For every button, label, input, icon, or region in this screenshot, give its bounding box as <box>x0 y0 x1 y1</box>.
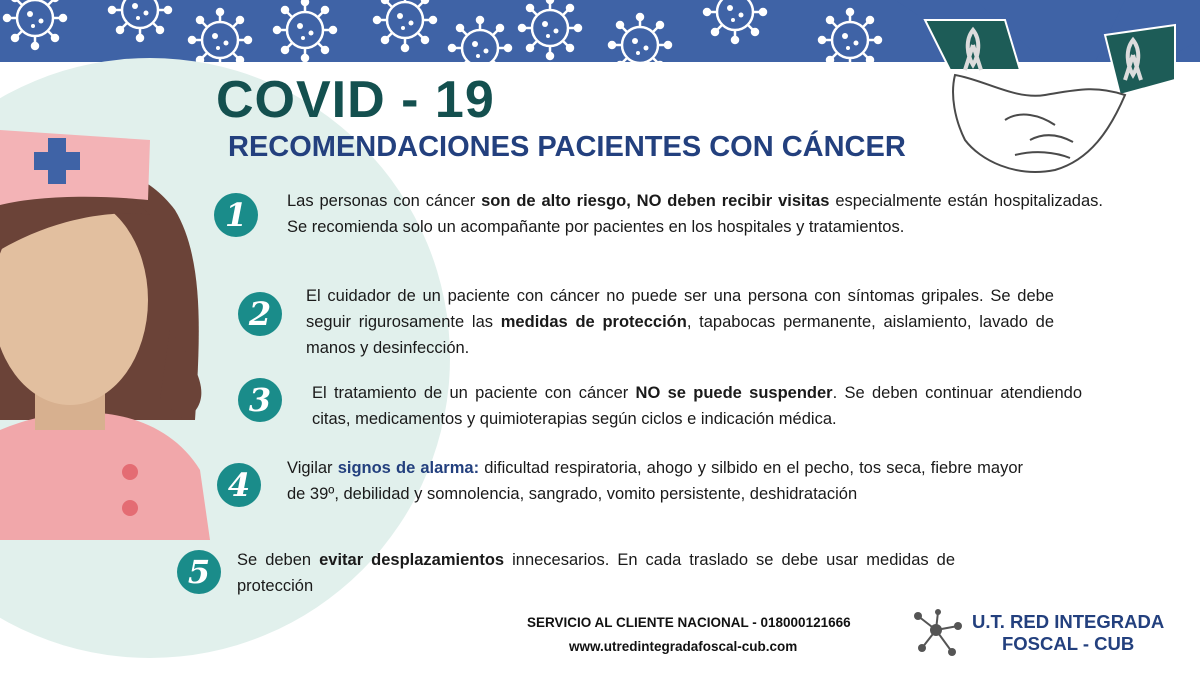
recommendation-5-text-end: innecesarios. En cada traslado se debe usar medidas de protección <box>237 551 956 595</box>
recommendation-2-text-end: , tapabocas permanente, aislamiento, lavado de manos y desinfección. <box>306 313 1054 357</box>
number-badge-2: 2 <box>238 292 282 336</box>
number-badge-1: 1 <box>214 193 258 237</box>
recommendation-3 <box>312 380 1082 432</box>
recommendation-1 <box>287 188 1103 240</box>
recommendation-2 <box>306 283 1054 361</box>
page-subtitle: RECOMENDACIONES PACIENTES CON CÁNCER <box>228 131 906 163</box>
page-title: COVID - 19 <box>216 71 495 129</box>
recommendation-1-text: Las personas con cáncer <box>287 192 482 210</box>
number-badge-3: 3 <box>238 378 282 422</box>
recommendation-3-text-end: . Se deben continuar atendiendo citas, medicamentos y quimioterapias según ciclos e indicación médica. <box>312 384 1082 428</box>
organization-name-line1: U.T. RED INTEGRADA <box>972 611 1165 632</box>
organization-name-line2: FOSCAL - CUB <box>1001 633 1135 654</box>
recommendation-1-text-end: especialmente están hospitalizadas. Se recomienda solo un acompañante por pacientes en los hospitales y tratamientos. <box>287 192 1103 236</box>
number-badge-4: 4 <box>217 463 261 507</box>
customer-service-line: SERVICIO AL CLIENTE NACIONAL - 018000121666 <box>527 615 851 630</box>
recommendation-4 <box>287 455 1023 507</box>
recommendation-5-text: Se deben <box>237 551 320 569</box>
number-badge-5: 5 <box>177 550 221 594</box>
recommendation-4-text: Vigilar <box>287 459 338 477</box>
recommendation-2-text: El cuidador de un paciente con cáncer no puede ser una persona con síntomas gripales. Se debe seguir rigurosamente las <box>306 287 1054 331</box>
recommendation-2-bold: medidas de protección <box>500 313 687 331</box>
recommendation-3-text: El tratamiento de un paciente con cáncer <box>312 384 636 402</box>
recommendation-5 <box>237 547 955 599</box>
recommendation-1-bold: son de alto riesgo, NO deben recibir visitas <box>481 192 830 210</box>
organization-name <box>972 611 1164 655</box>
recommendation-3-bold: NO se puede suspender <box>635 384 833 402</box>
recommendation-4-text-end: dificultad respiratoria, ahogo y silbido en el pecho, tos seca, fiebre mayor de 39º, debilidad y somnolencia, sangrado, vomito persistente, deshidratación <box>287 459 1023 503</box>
website-link[interactable]: www.utredintegradafoscal-cub.com <box>569 639 798 654</box>
recommendation-5-bold: evitar desplazamientos <box>319 551 505 569</box>
holding-hands-ribbon-icon <box>895 0 1200 190</box>
recommendation-4-bold: signos de alarma: <box>337 459 480 477</box>
network-logo-icon <box>912 608 970 658</box>
